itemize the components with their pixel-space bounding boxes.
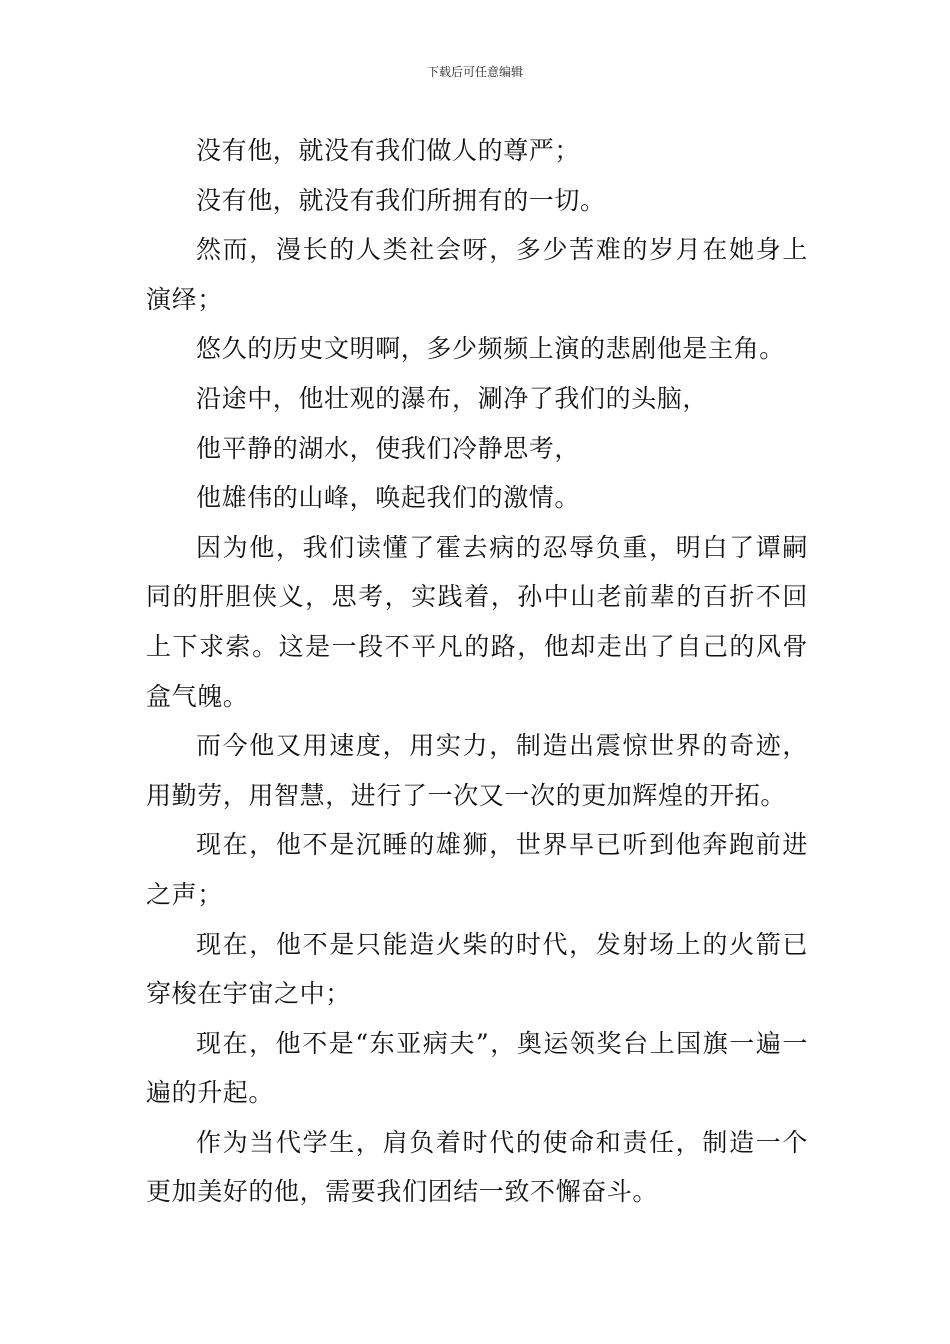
paragraph: 沿途中，他壮观的瀑布，涮净了我们的头脑，: [196, 383, 709, 413]
paragraph: 悠久的历史文明啊，多少频频上演的悲剧他是主角。: [196, 334, 785, 364]
paragraph: 现在，他不是“东亚病夫”，奥运领奖台上国旗一遍一遍的升起。: [146, 1028, 808, 1108]
paragraph: 现在，他不是沉睡的雄狮，世界早已听到他奔跑前进之声；: [146, 830, 808, 909]
document-body: [146, 126, 808, 1217]
paragraph: 因为他，我们读懂了霍去病的忍辱负重，明白了谭嗣同的肝胆侠义，思考，实践着，孙中山老前辈的百折不回上下求索。这是一段不平凡的路，他却走出了自己的风骨盒气魄。: [146, 532, 808, 711]
paragraph: 作为当代学生，肩负着时代的使命和责任，制造一个更加美好的他，需要我们团结一致不懈奋斗。: [146, 1127, 808, 1207]
paragraph: 而今他又用速度，用实力，制造出震惊世界的奇迹，用勤劳，用智慧，进行了一次又一次的更加辉煌的开拓。: [146, 731, 808, 810]
paragraph: 没有他，就没有我们做人的尊严；: [196, 136, 581, 165]
paragraph: 没有他，就没有我们所拥有的一切。: [196, 185, 606, 215]
paragraph: 他平静的湖水，使我们冷静思考，: [196, 433, 581, 463]
paragraph: 他雄伟的山峰，唤起我们的激情。: [196, 483, 581, 513]
paragraph: 然而，漫长的人类社会呀，多少苦难的岁月在她身上演绎；: [146, 235, 808, 314]
paragraph: 现在，他不是只能造火柴的时代，发射场上的火箭已穿梭在宇宙之中；: [146, 929, 808, 1009]
page-header-note: 下载后可任意编辑: [426, 65, 523, 79]
